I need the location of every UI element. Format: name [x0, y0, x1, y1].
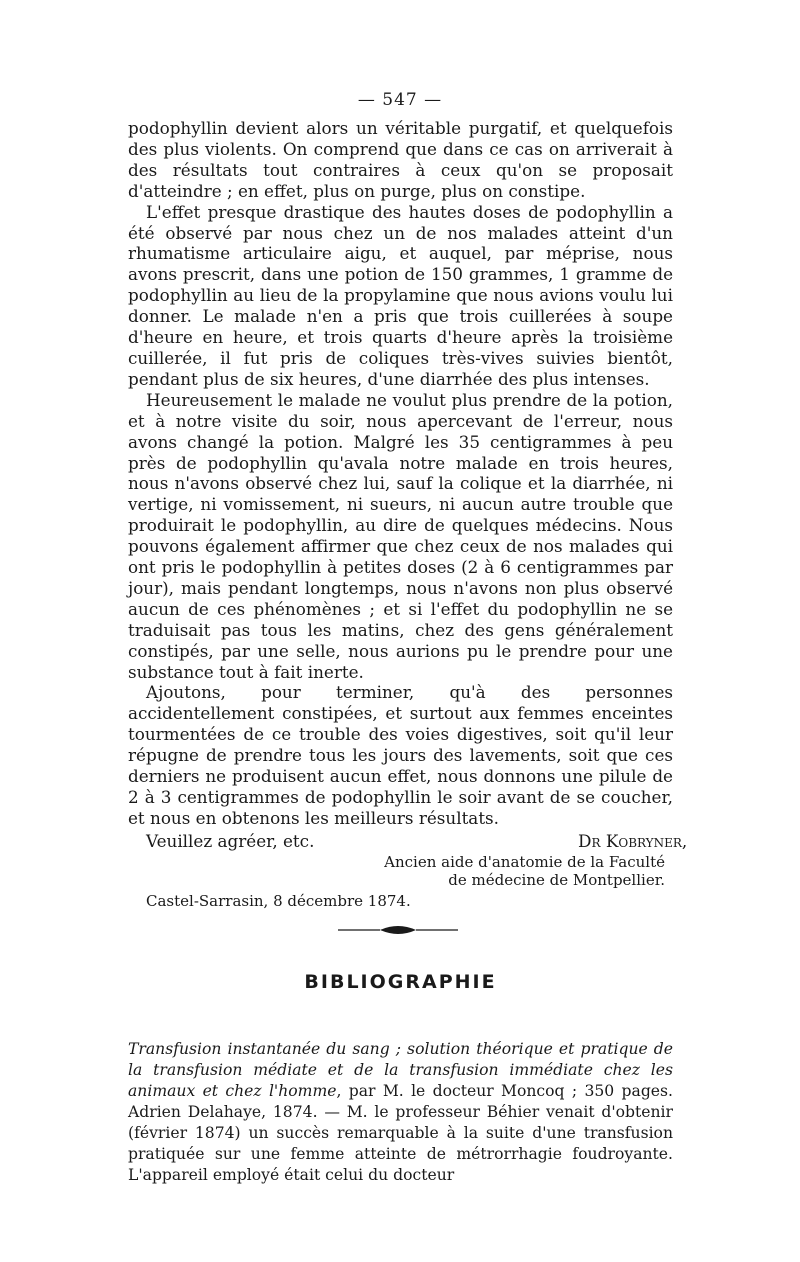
- paragraph-drastic-effect: L'effet presque drastique des hautes doses de podophyllin a été observé par nous chez un de nos malades atteint d'un rhumatisme articulaire aigu, et auquel, par méprise, nous avons prescrit, dans une potion de 150 grammes, 1 gramme de podophyllin au lieu de la propylamine que nous avions voulu lui donner. Le malade n'en a pris que trois cuillerées à soupe d'heure en heure, et trois quarts d'heure après la troisième cuillerée, il fut pris de coliques très-vives suivies bientôt, pendant plus de six heures, d'une diarrhée des plus intenses.: [128, 201, 673, 389]
- paragraph-error-discovery: Heureusement le malade ne voulut plus prendre de la potion, et à notre visite du soir, nous apercevant de l'erreur, nous avons changé la potion. Malgré les 35 centigrammes à peu près de podophyllin qu'avala notre malade en trois heures, nous n'avons observé chez lui, sauf la colique et la diarrhée, ni vertige, ni vomissement, ni sueurs, ni aucun autre trouble que produirait le podophyllin, au dire de quelques médecins. Nous pouvons également affirmer que chez ceux de nos malades qui ont pris le podophyllin à petites doses (2 à 6 centigrammes par jour), mais pendant longtemps, nous n'avons non plus observé aucun de ces phénomènes ; et si l'effet du podophyllin ne se traduisait pas tous les matins, chez des gens généralement constipés, par une selle, nous aurions pu le prendre pour une substance tout à fait inerte.: [128, 389, 673, 682]
- paragraph-continuation: podophyllin devient alors un véritable purgatif, et quelquefois des plus violents. On comprend que dans ce cas on arriverait à des résultats tout contraires à ceux qu'on se proposait d'atteindre ; en effet, plus on purge, plus on constipe.: [128, 118, 673, 201]
- salutation: Veuillez agréer, etc.: [146, 830, 315, 851]
- place-date: Castel-Sarrasin, 8 décembre 1874.: [146, 891, 411, 910]
- paragraph-conclusion: Ajoutons, pour terminer, qu'à des personnes accidentellement constipées, et surtout aux femmes enceintes tourmentées de ce trouble des voies digestives, soit qu'il leur répugne de prendre tous les jours des lavements, soit que ces derniers ne produisent aucun effet, nous donnons une pilule de 2 à 3 centigrammes de podophyllin le soir avant de se coucher, et nous en obtenons les meilleurs résultats.: [128, 682, 673, 828]
- text-column: [128, 118, 688, 1186]
- closing-row: [128, 830, 688, 853]
- affiliation-line-1: Ancien aide d'anatomie de la Faculté: [384, 852, 665, 871]
- signature: Dr Kobryner,: [578, 830, 688, 851]
- section-title: BIBLIOGRAPHIE: [304, 970, 497, 993]
- page-number: — 547 —: [357, 90, 443, 110]
- ornamental-divider: [128, 911, 673, 949]
- bibliography-reference: , par M. le docteur Moncoq ; 350 pages. Adrien Delahaye, 1874.: [128, 1081, 673, 1121]
- affiliation-line-2: de médecine de Montpellier.: [448, 870, 665, 889]
- bibliography-title: Transfusion instantanée du sang ; solution théorique et pratique de la transfusion médiate et de la transfusion immédiate chez les animaux et chez l'homme: [128, 1039, 673, 1100]
- divider-ornament-icon: [338, 923, 458, 937]
- bibliography-body: — M. le professeur Béhier venait d'obtenir (février 1874) un succès remarquable à la suite d'une transfusion pratiquée sur une femme atteinte de métrorrhagie foudroyante. L'appareil employé était celui du docteur: [128, 1102, 673, 1184]
- bibliography-entry: [128, 1039, 673, 1186]
